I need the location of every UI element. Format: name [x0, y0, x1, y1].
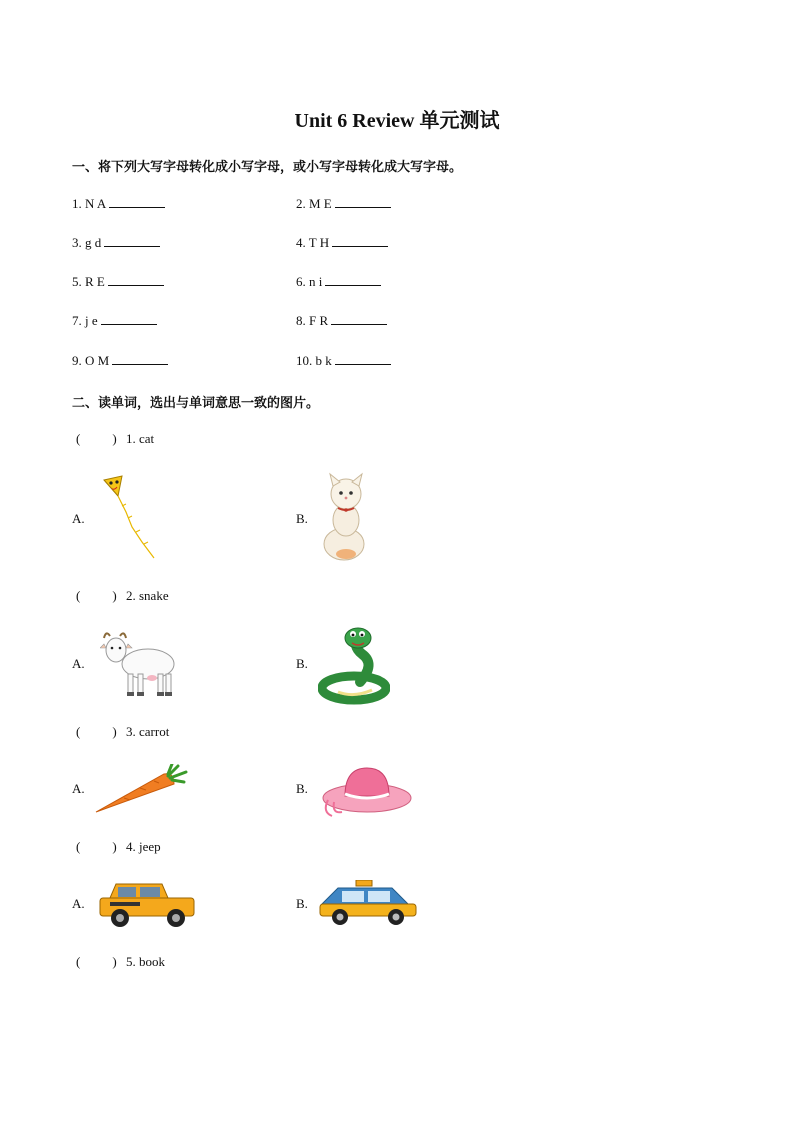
paren-open: ( — [76, 839, 81, 854]
letter-item — [296, 196, 391, 212]
paren-close: ) — [112, 839, 117, 854]
item-text: 2. M E — [296, 196, 332, 211]
paren-close: ) — [112, 724, 117, 739]
option-a-label: A. — [72, 896, 85, 911]
goat-picture[interactable] — [100, 630, 184, 700]
item-text: 5. R E — [72, 274, 105, 289]
cat-picture[interactable] — [316, 472, 376, 564]
paren-open: ( — [76, 724, 81, 739]
answer-blank[interactable] — [332, 236, 388, 247]
paren-close: ) — [112, 954, 117, 969]
letter-item — [72, 235, 160, 251]
page-title: Unit 6 Review 单元测试 — [294, 110, 500, 132]
option-b-label: B. — [296, 656, 308, 671]
item-text: 3. g d — [72, 235, 102, 250]
answer-blank[interactable] — [331, 314, 387, 325]
paren-open: ( — [76, 954, 81, 969]
question-text: 3. carrot — [126, 724, 170, 739]
item-text: 9. O M — [72, 353, 110, 368]
item-text: 7. j e — [72, 313, 98, 328]
taxi-picture[interactable] — [318, 880, 418, 926]
item-text: 6. n i — [296, 274, 323, 289]
letter-item — [72, 353, 168, 369]
answer-paren[interactable] — [76, 954, 126, 970]
letter-item — [296, 235, 388, 251]
letter-item — [72, 313, 157, 329]
answer-blank[interactable] — [104, 236, 160, 247]
item-text: 8. F R — [296, 313, 329, 328]
jeep-picture[interactable] — [96, 880, 198, 928]
letter-item — [72, 196, 165, 212]
option-a-label: A. — [72, 781, 85, 796]
carrot-picture[interactable] — [94, 764, 188, 816]
paren-close: ) — [112, 431, 117, 446]
question-4 — [76, 839, 161, 855]
answer-blank[interactable] — [109, 197, 165, 208]
answer-paren[interactable] — [76, 839, 126, 855]
item-text: 4. T H — [296, 235, 330, 250]
paren-open: ( — [76, 588, 81, 603]
answer-blank[interactable] — [101, 314, 157, 325]
question-text: 2. snake — [126, 588, 169, 603]
paren-open: ( — [76, 431, 81, 446]
answer-paren[interactable] — [76, 724, 126, 740]
option-a-label: A. — [72, 656, 85, 671]
letter-item — [296, 313, 387, 329]
item-text: 1. N A — [72, 196, 107, 211]
question-5 — [76, 954, 165, 970]
answer-blank[interactable] — [112, 354, 168, 365]
question-text: 5. book — [126, 954, 165, 969]
answer-paren[interactable] — [76, 431, 126, 447]
question-text: 4. jeep — [126, 839, 161, 854]
answer-blank[interactable] — [325, 275, 381, 286]
answer-blank[interactable] — [108, 275, 164, 286]
answer-paren[interactable] — [76, 588, 126, 604]
letter-item — [296, 274, 381, 290]
question-1 — [76, 431, 154, 447]
option-b-label: B. — [296, 896, 308, 911]
snake-picture[interactable] — [318, 624, 390, 708]
question-3 — [76, 724, 169, 740]
option-a-label: A. — [72, 511, 85, 526]
letter-item — [296, 353, 391, 369]
kite-picture[interactable] — [92, 472, 162, 562]
hat-picture[interactable] — [320, 762, 414, 818]
item-text: 10. b k — [296, 353, 332, 368]
section-1-heading: 一、将下列大写字母转化成小写字母，或小写字母转化成大写字母。 — [72, 160, 463, 175]
question-text: 1. cat — [126, 431, 155, 446]
question-2 — [76, 588, 169, 604]
answer-blank[interactable] — [335, 354, 391, 365]
option-b-label: B. — [296, 781, 308, 796]
section-2-heading: 二、读单词，选出与单词意思一致的图片。 — [72, 396, 320, 411]
option-b-label: B. — [296, 511, 308, 526]
paren-close: ) — [112, 588, 117, 603]
letter-item — [72, 274, 164, 290]
answer-blank[interactable] — [335, 197, 391, 208]
